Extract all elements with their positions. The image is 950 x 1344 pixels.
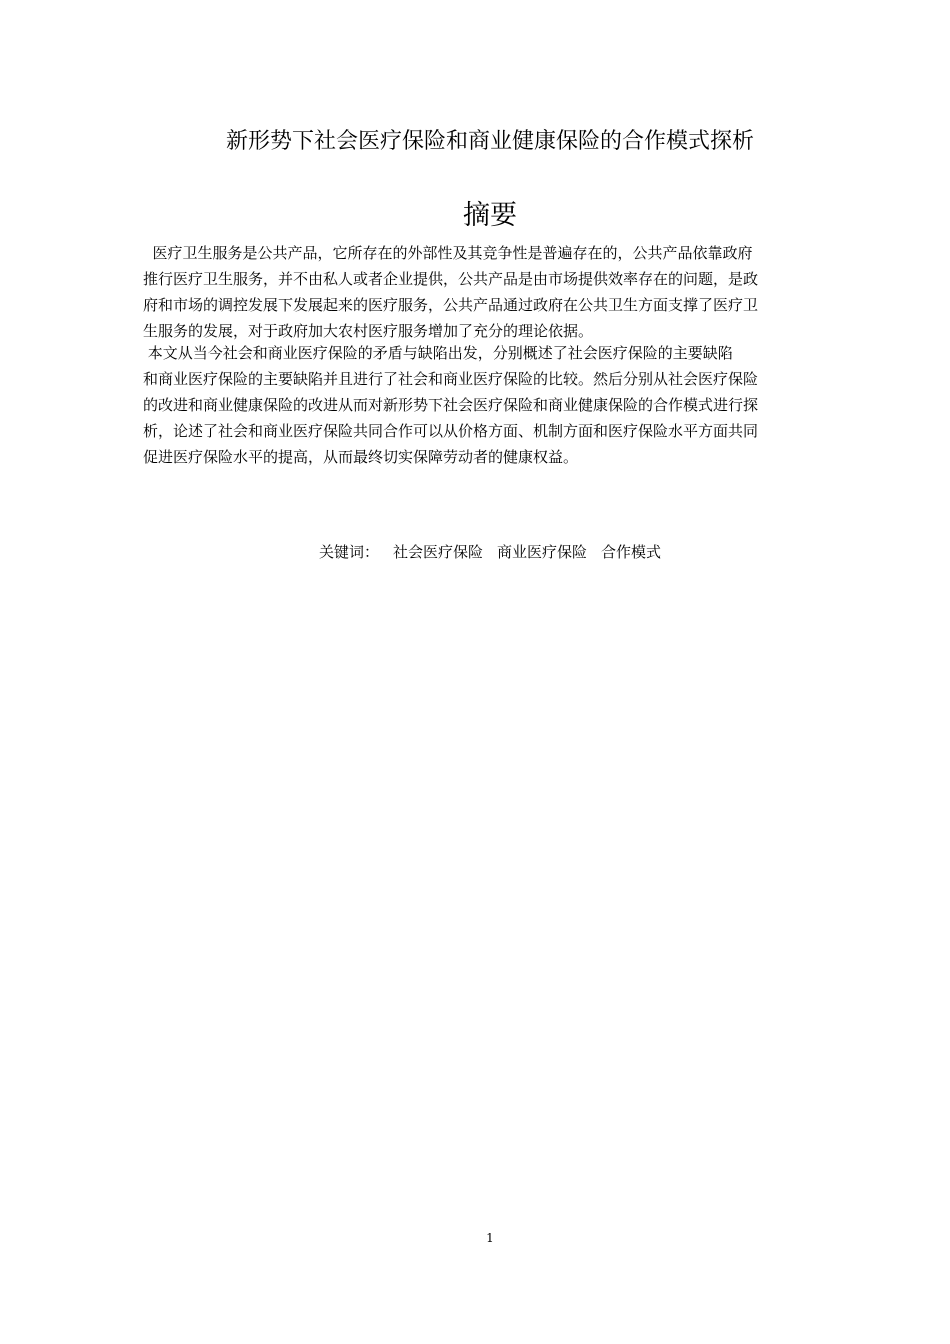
paragraph-line: 推行医疗卫生服务，并不由私人或者企业提供，公共产品是由市场提供效率存在的问题，是政 [143,270,759,288]
paragraph-line: 促进医疗保险水平的提高，从而最终切实保障劳动者的健康权益。 [143,448,579,466]
paragraph-line: 和商业医疗保险的主要缺陷并且进行了社会和商业医疗保险的比较。然后分别从社会医疗保险 [143,370,759,388]
abstract-paragraph-1 [143,240,833,344]
paragraph-line: 生服务的发展，对于政府加大农村医疗服务增加了充分的理论依据。 [143,322,594,340]
keyword-item: 合作模式 [601,543,662,561]
paragraph-line: 本文从当今社会和商业医疗保险的矛盾与缺陷出发，分别概述了社会医疗保险的主要缺陷 [143,344,733,362]
keyword-item: 社会医疗保险 [392,543,483,561]
paragraph-line: 的改进和商业健康保险的改进从而对新形势下社会医疗保险和商业健康保险的合作模式进行探 [143,396,759,414]
paragraph-line: 析，论述了社会和商业医疗保险共同合作可以从价格方面、机制方面和医疗保险水平方面共同 [143,422,759,440]
abstract-heading: 摘要 [463,200,517,231]
abstract-paragraph-2 [143,340,833,470]
keywords-label: 关键词： [318,543,379,561]
keyword-item: 商业医疗保险 [497,543,588,561]
document-title: 新形势下社会医疗保险和商业健康保险的合作模式探析 [225,129,754,154]
paragraph-line: 医疗卫生服务是公共产品，它所存在的外部性及其竞争性是普遍存在的，公共产品依靠政府 [143,244,753,262]
paragraph-line: 府和市场的调控发展下发展起来的医疗服务，公共产品通过政府在公共卫生方面支撑了医疗卫 [143,296,759,314]
keywords-line [0,540,950,564]
page-number: 1 [486,1231,494,1245]
